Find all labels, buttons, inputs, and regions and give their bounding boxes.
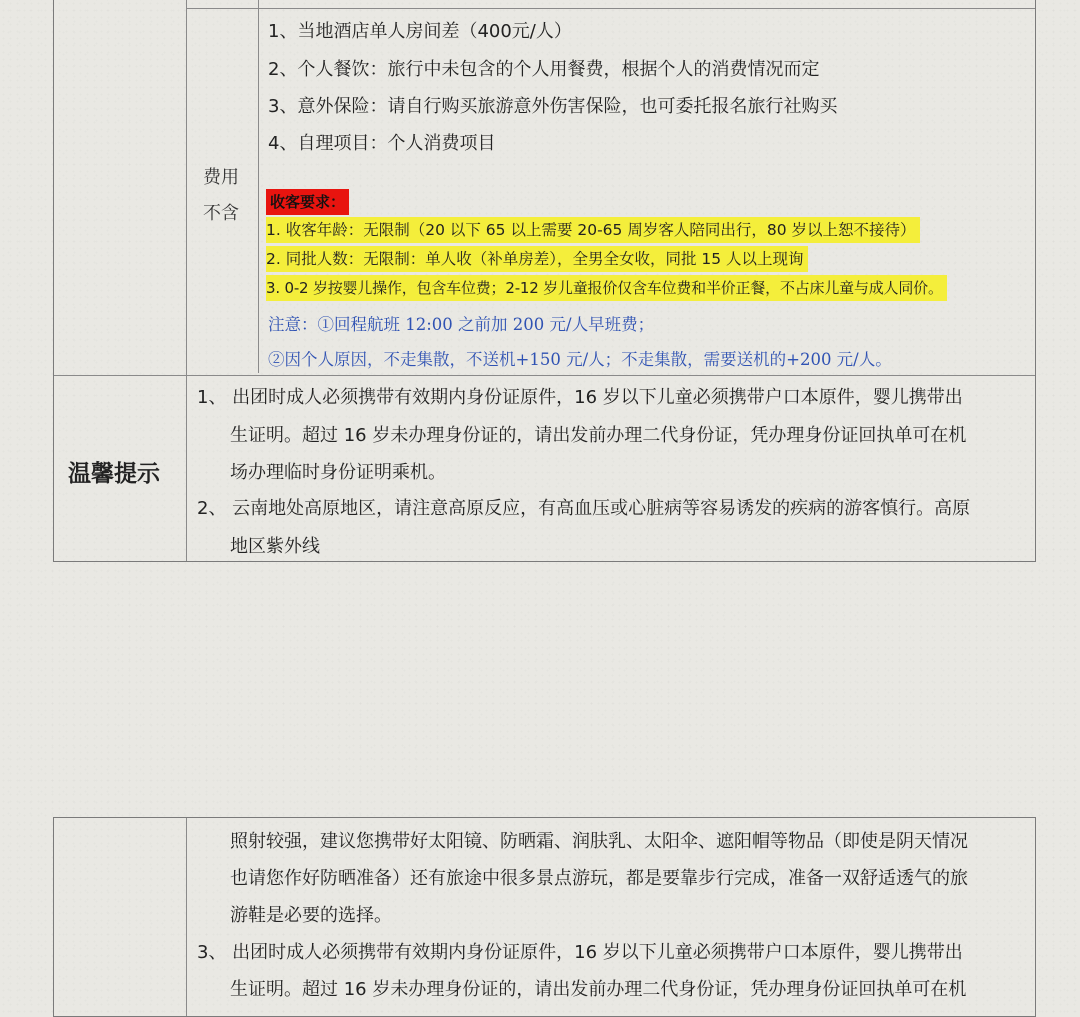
column-divider [186, 0, 187, 561]
tips-continued-line: 也请您作好防晒准备）还有旅途中很多景点游玩，都是要靠步行完成，准备一双舒适透气的旅 [230, 868, 968, 889]
row-divider [186, 8, 1035, 9]
fees-excluded-label-2: 不含 [203, 203, 239, 224]
tips-line: 地区紫外线 [230, 536, 320, 557]
note-line: 注意：①回程航班 12:00 之前加 200 元/人早班费； [268, 315, 655, 334]
fee-item: 2、个人餐饮：旅行中未包含的个人用餐费，根据个人的消费情况而定 [268, 59, 820, 80]
fee-item: 1、当地酒店单人房间差（400元/人） [268, 21, 572, 42]
tips-continued-line: 照射较强，建议您携带好太阳镜、防晒霜、润肤乳、太阳伞、遮阳帽等物品（即使是阴天情况 [230, 831, 968, 852]
requirement-item: 3. 0-2 岁按婴儿操作，包含车位费；2-12 岁儿童报价仅含车位费和半价正餐，不占床儿童与成人同价。 [266, 275, 947, 301]
requirements-title: 收客要求： [266, 189, 349, 215]
tips-line: 2、 云南地处高原地区，请注意高原反应，有高血压或心脏病等容易诱发的疾病的游客慎行。高原 [197, 498, 971, 519]
tips-continued-line: 游鞋是必要的选择。 [230, 905, 392, 926]
fee-item: 4、自理项目：个人消费项目 [268, 133, 496, 154]
column-divider [258, 0, 259, 373]
requirement-item: 1. 收客年龄：无限制（20 以下 65 以上需要 20-65 周岁客人陪同出行，80 岁以上恕不接待） [266, 217, 920, 243]
tips-continued-line: 生证明。超过 16 岁未办理身份证的，请出发前办理二代身份证，凭办理身份证回执单可在机 [230, 979, 967, 1000]
fees-excluded-label-1: 费用 [203, 167, 239, 188]
row-divider [54, 375, 1035, 376]
fee-item: 3、意外保险：请自行购买旅游意外伤害保险，也可委托报名旅行社购买 [268, 96, 838, 117]
note-line: ②因个人原因，不走集散，不送机+150 元/人；不走集散，需要送机的+200 元/人。 [268, 350, 892, 369]
tips-title: 温馨提示 [68, 461, 160, 487]
column-divider [186, 818, 187, 1016]
tips-line: 1、 出团时成人必须携带有效期内身份证原件，16 岁以下儿童必须携带户口本原件，婴儿携带出 [197, 387, 963, 408]
tips-line: 生证明。超过 16 岁未办理身份证的，请出发前办理二代身份证，凭办理身份证回执单可在机 [230, 425, 967, 446]
tips-continued-line: 3、 出团时成人必须携带有效期内身份证原件，16 岁以下儿童必须携带户口本原件，婴儿携带出 [197, 942, 963, 963]
requirement-item: 2. 同批人数：无限制：单人收（补单房差），全男全女收，同批 15 人以上现询 [266, 246, 808, 272]
tips-line: 场办理临时身份证明乘机。 [230, 462, 446, 483]
